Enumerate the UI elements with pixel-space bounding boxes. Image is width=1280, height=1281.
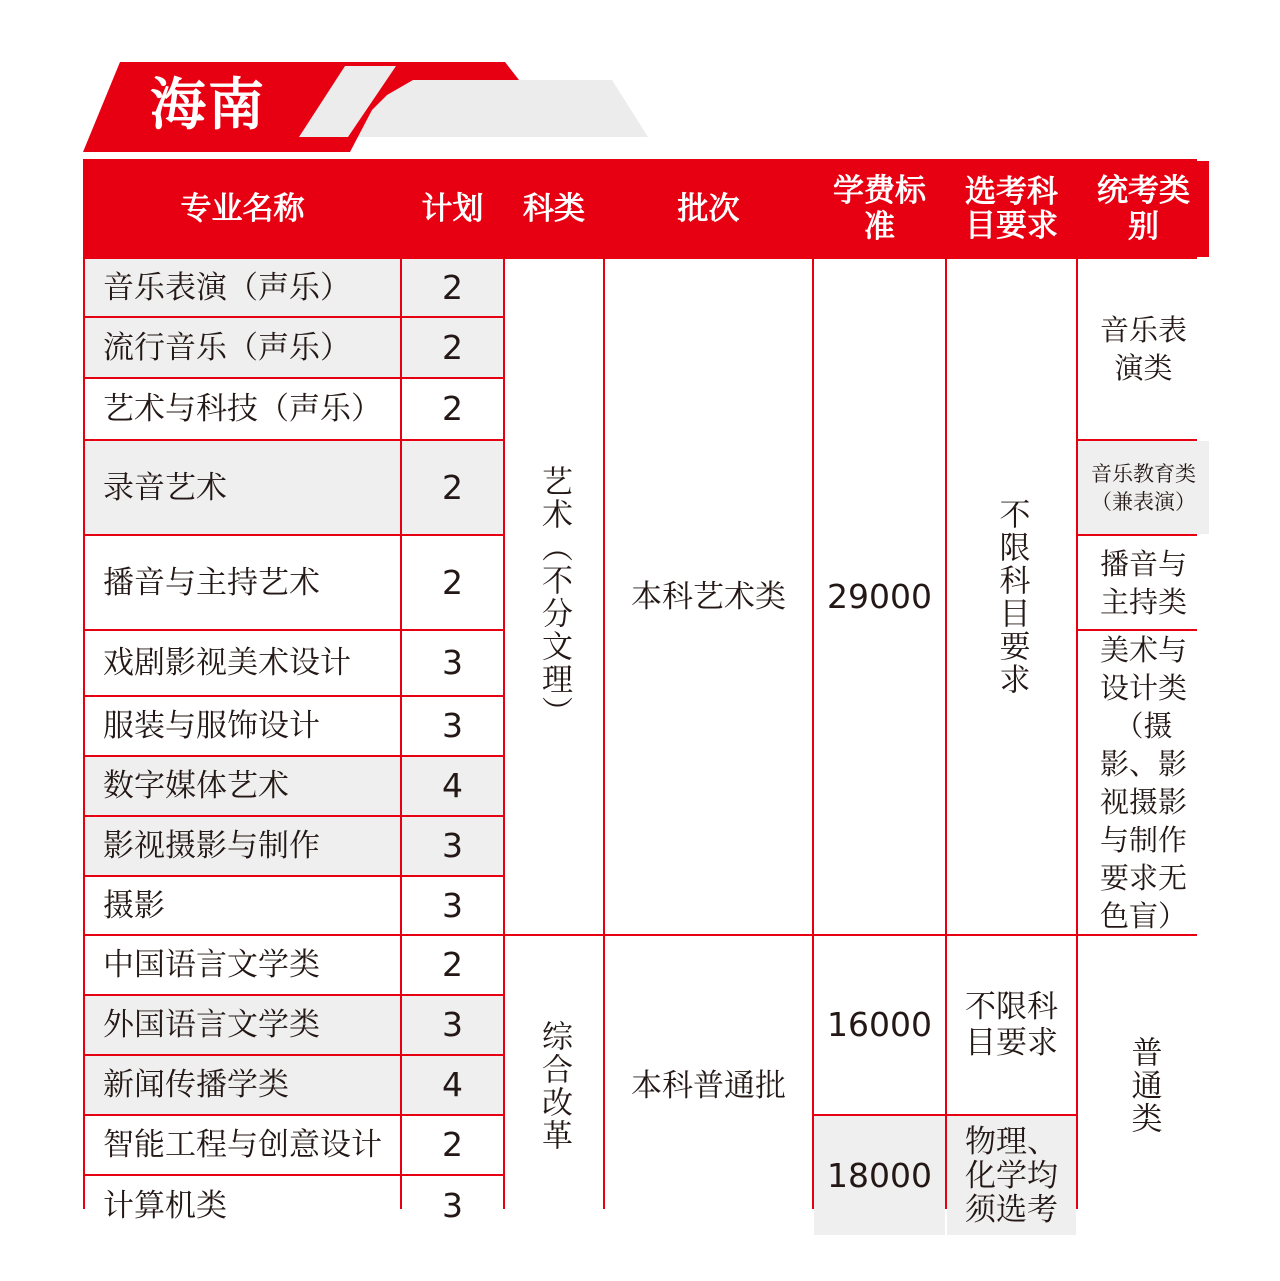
major-name: 新闻传播学类: [85, 1056, 400, 1114]
plan-count: 4: [402, 1056, 503, 1114]
plan-count: 3: [402, 996, 503, 1054]
plan-count: 2: [402, 379, 503, 439]
major-name: 服装与服饰设计: [85, 697, 400, 755]
plan-count: 3: [402, 631, 503, 695]
exam-type-music-performance: 音乐表演类: [1078, 259, 1209, 439]
plan-count: 2: [402, 441, 503, 534]
art-tuition-cell: 29000: [814, 259, 945, 934]
column-header-tuition: 学费标准: [814, 161, 945, 257]
major-name: 音乐表演（声乐）: [85, 259, 400, 316]
plan-count: 2: [402, 259, 503, 316]
general-category-cell: [505, 936, 603, 1235]
general-tuition-b-cell: 18000: [814, 1116, 945, 1235]
major-name: 艺术与科技（声乐）: [85, 379, 400, 439]
major-name: 影视摄影与制作: [85, 817, 400, 875]
major-name: 流行音乐（声乐）: [85, 318, 400, 377]
major-name: 中国语言文学类: [85, 936, 400, 994]
region-title: 海南: [150, 73, 266, 138]
general-exam-type-cell: [1078, 936, 1209, 1235]
major-name: 数字媒体艺术: [85, 757, 400, 815]
art-category-text: 艺术（不分文理）: [536, 464, 572, 729]
general-exam-type-text: 普通类: [1125, 1036, 1162, 1135]
general-requirement-a-cell: 不限科目要求: [947, 936, 1076, 1114]
enrollment-table: [83, 159, 1197, 1228]
art-subject-requirement-text: 不限科目要求: [993, 497, 1030, 696]
major-name: 戏剧影视美术设计: [85, 631, 400, 695]
plan-count: 2: [402, 936, 503, 994]
column-header-batch: 批次: [605, 161, 812, 257]
exam-type-fine-arts-design: 美术与设计类（摄影、影视摄影与制作要求无色盲）: [1078, 631, 1209, 934]
exam-type-music-education: 音乐教育类（兼表演）: [1078, 441, 1209, 534]
plan-count: 2: [402, 1116, 503, 1174]
general-requirement-b-cell: 物理、化学均须选考: [947, 1116, 1076, 1235]
plan-count: 3: [402, 1176, 503, 1235]
art-category-cell: [505, 259, 603, 934]
column-header-exam-type: 统考类别: [1078, 161, 1209, 257]
plan-count: 3: [402, 877, 503, 934]
column-header-major: 专业名称: [85, 161, 400, 257]
column-header-subject-requirement: 选考科目要求: [947, 161, 1076, 257]
plan-count: 2: [402, 318, 503, 377]
general-tuition-a-cell: 16000: [814, 936, 945, 1114]
major-name: 摄影: [85, 877, 400, 934]
plan-count: 3: [402, 817, 503, 875]
plan-count: 4: [402, 757, 503, 815]
major-name: 计算机类: [85, 1176, 400, 1235]
column-header-plan: 计划: [402, 161, 503, 257]
major-name: 外国语言文学类: [85, 996, 400, 1054]
general-batch-cell: 本科普通批: [605, 936, 812, 1235]
art-batch-cell: 本科艺术类: [605, 259, 812, 934]
major-name: 智能工程与创意设计: [85, 1116, 400, 1174]
major-name: 播音与主持艺术: [85, 536, 400, 629]
plan-count: 3: [402, 697, 503, 755]
plan-count: 2: [402, 536, 503, 629]
major-name: 录音艺术: [85, 441, 400, 534]
general-category-text: 综合改革: [536, 1019, 572, 1152]
column-header-category: 科类: [505, 161, 603, 257]
art-subject-requirement-cell: [947, 259, 1076, 934]
exam-type-broadcasting: 播音与主持类: [1078, 536, 1209, 629]
